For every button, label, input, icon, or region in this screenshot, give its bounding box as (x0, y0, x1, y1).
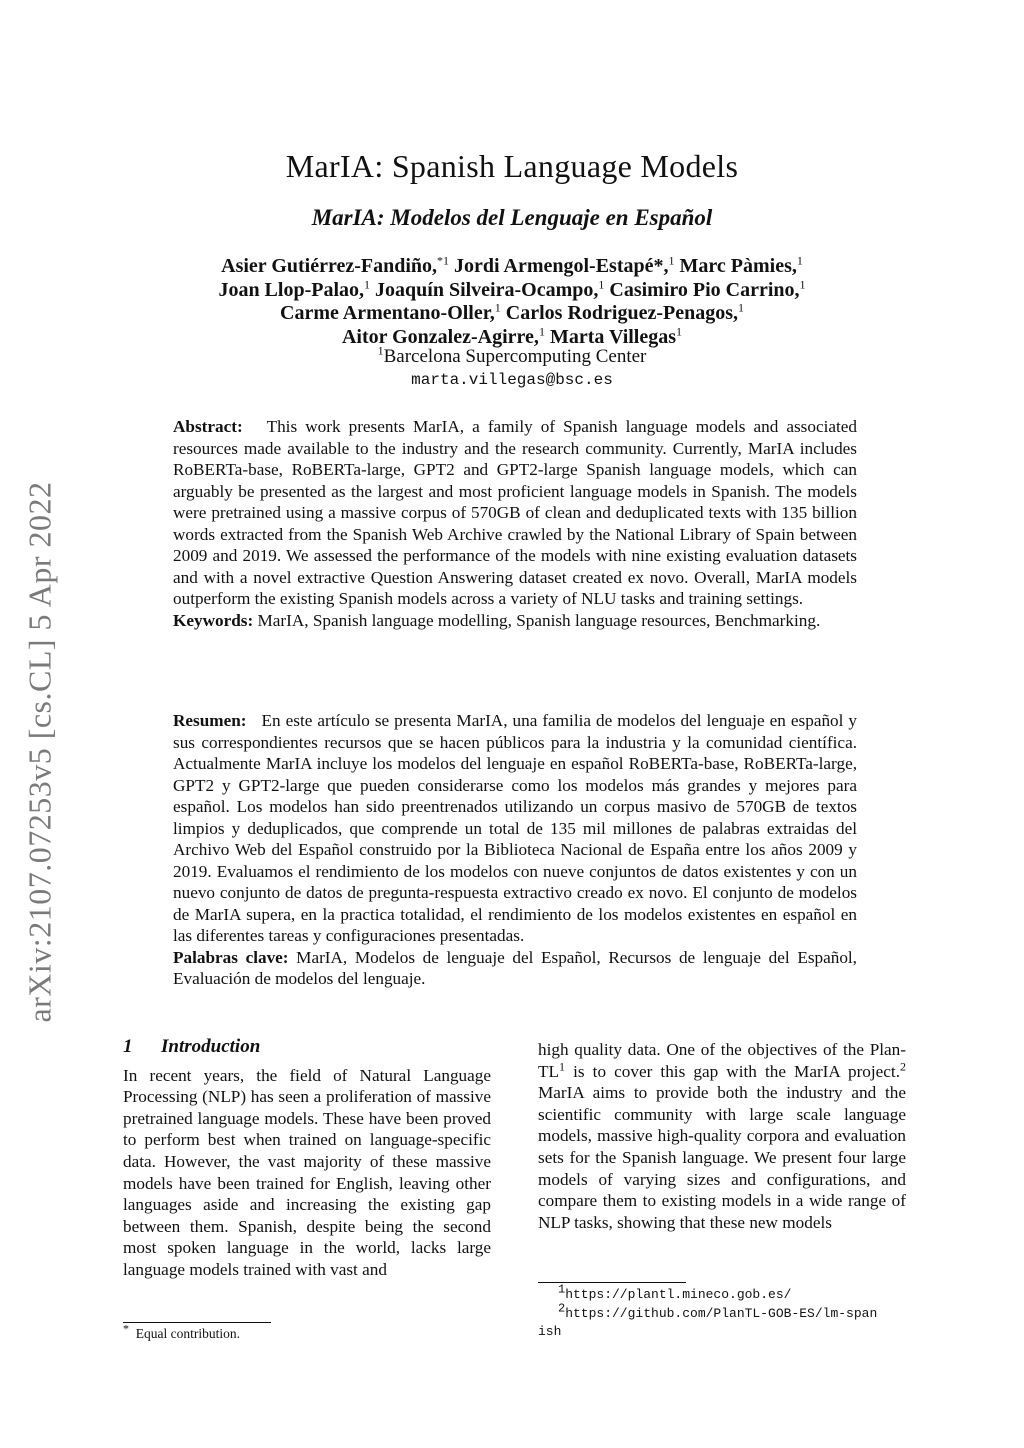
resumen-label: Resumen: (173, 711, 247, 730)
author-affil-mark: 1 (676, 323, 683, 338)
footnote-mark: * (123, 1321, 129, 1336)
author-name: Casimiro Pio Carrino, (609, 278, 800, 301)
arxiv-identifier[interactable]: arXiv:2107.07253v5 [cs.CL] 5 Apr 2022 (21, 481, 58, 1023)
resumen-section (173, 710, 857, 990)
palabras-clave-text: MarIA, Modelos de lenguaje del Español, Recursos de lenguaje del Español, Evaluación de modelos del lenguaje. (173, 947, 857, 988)
author-name: Aitor Gonzalez-Agirre, (341, 325, 539, 348)
author-name: Joaquín Silveira-Ocampo, (375, 278, 599, 301)
keywords-label: Keywords: (173, 610, 254, 630)
resumen-paragraph (173, 710, 857, 947)
paper-subtitle: MarIA: Modelos del Lenguaje en Español (311, 205, 713, 230)
abstract-section (173, 416, 857, 631)
author-affil-mark: 1 (598, 276, 605, 291)
palabras-clave-paragraph (173, 947, 857, 990)
author-affil-mark: 1 (668, 253, 675, 268)
keywords-paragraph (173, 610, 857, 632)
section-number: 1 (123, 1036, 133, 1057)
author-affil-mark: *1 (437, 253, 450, 268)
intro-text-segment: high quality data. One of the objectives of the Plan-TL (538, 1040, 906, 1081)
author-name: Marc Pàmies, (679, 255, 797, 277)
keywords-text: MarIA, Spanish language modelling, Spanish language resources, Benchmarking. (257, 610, 821, 630)
abstract-paragraph (173, 416, 857, 610)
footnote-mark: 1 (558, 1282, 566, 1297)
footnote-1 (558, 1282, 906, 1304)
author-name: Jordi Armengol-Estapé*, (454, 255, 669, 277)
section-title: Introduction (161, 1036, 261, 1057)
author-affil-mark: 1 (737, 300, 744, 315)
footnote-ref-1[interactable]: 1 (559, 1058, 565, 1073)
footnote-text: Equal contribution. (135, 1326, 240, 1341)
affiliation (0, 343, 1024, 368)
intro-paragraph-right (538, 1039, 906, 1233)
abstract-label: Abstract: (173, 417, 243, 436)
footnote-link[interactable]: https://github.com/PlanTL-GOB-ES/lm-spanish (538, 1306, 878, 1339)
intro-paragraph-left: In recent years, the field of Natural Language Processing (NLP) has seen a proliferation of massive pretrained language models. These have been proved to perform best when trained on language-specific data. However, the vast majority of these massive models have been trained for English, leaving other languages aside and increasing the existing gap between them. Spanish, despite being the second most spoken language in the world, lacks large language models trained with vast and (123, 1065, 491, 1279)
footnote-link[interactable]: https://plantl.mineco.gob.es/ (565, 1287, 792, 1302)
author-name: Carme Armentano-Oller, (280, 302, 495, 324)
author-name: Carlos Rodriguez-Penagos, (505, 302, 738, 324)
author-affil-mark: 1 (494, 300, 501, 315)
left-column (123, 1036, 491, 1281)
footnote-equal-contribution (123, 1321, 491, 1343)
affiliation-mark: 1 (377, 343, 384, 358)
resumen-text: En este artículo se presenta MarIA, una familia de modelos del lenguaje en español y sus correspondientes recursos que se hacen públicos para la industria y la comunidad científica. Actualmente MarIA incluye los modelos del lenguaje en español RoBERTa-base, RoBERTa-large, GPT2 y GPT2-large que pueden considerarse como los modelos más grandes y mejores para español. Los modelos han sido preentrenados utilizando un corpus masivo de 570GB de textos limpios y deduplicados, que comprende un total de 135 mil millones de palabras extraidas del Archivo Web del Español construido por la Biblioteca Nacional de España entre los años 2009 y 2019. Evaluamos el rendimiento de los modelos con nueve conjuntos de datos existentes y con un nuevo conjunto de datos de pregunta-respuesta extractivo creado ex novo. El conjunto de modelos de MarIA supera, en la practica totalidad, el rendimiento de los modelos existentes en español en las diferentes tareas y configuraciones presentadas. (173, 711, 858, 945)
author-affil-mark: 1 (538, 323, 545, 338)
author-name: Joan Llop-Palao, (218, 278, 365, 301)
paper-title: MarIA: Spanish Language Models (285, 148, 739, 184)
footnote-mark: 2 (558, 1301, 566, 1316)
author-list (120, 255, 904, 349)
affiliation-name: Barcelona Supercomputing Center (383, 346, 647, 367)
author-name: Marta Villegas (549, 325, 677, 348)
section-heading-introduction (123, 1036, 491, 1058)
footnote-divider (123, 1322, 271, 1323)
footnote-ref-2[interactable]: 2 (900, 1058, 906, 1073)
abstract-text: This work presents MarIA, a family of Spanish language models and associated resources made available to the industry and the research community. Currently, MarIA includes RoBERTa-base, RoBERTa-large, GPT2 and GPT2-large Spanish language models, which can arguably be presented as the largest and most proficient language models in Spanish. The models were pretrained using a massive corpus of 570GB of clean and deduplicated texts with 135 billion words extracted from the Spanish Web Archive crawled by the National Library of Spain between 2009 and 2019. We assessed the performance of the models with nine existing evaluation datasets and with a novel extractive Question Answering dataset created ex novo. Overall, MarIA models outperform the existing Spanish models across a variety of NLU tasks and training settings. (173, 417, 857, 608)
author-affil-mark: 1 (796, 253, 803, 268)
right-column (538, 1039, 906, 1233)
footnote-2 (538, 1301, 878, 1341)
author-affil-mark: 1 (799, 276, 806, 291)
palabras-clave-label: Palabras clave: (173, 947, 289, 967)
author-affil-mark: 1 (364, 276, 371, 291)
intro-text-segment: MarIA aims to provide both the industry and the scientific community with large scale language models, massive high-quality corpora and evaluation sets for the Spanish language. We present four large models of varying sizes and configurations, and compare them to existing models in a wide range of NLP tasks, showing that these new models (538, 1083, 906, 1232)
contact-email[interactable]: marta.villegas@bsc.es (411, 371, 613, 389)
intro-text-segment: is to cover this gap with the MarIA project. (565, 1061, 900, 1081)
author-name: Asier Gutiérrez-Fandiño, (221, 255, 438, 277)
